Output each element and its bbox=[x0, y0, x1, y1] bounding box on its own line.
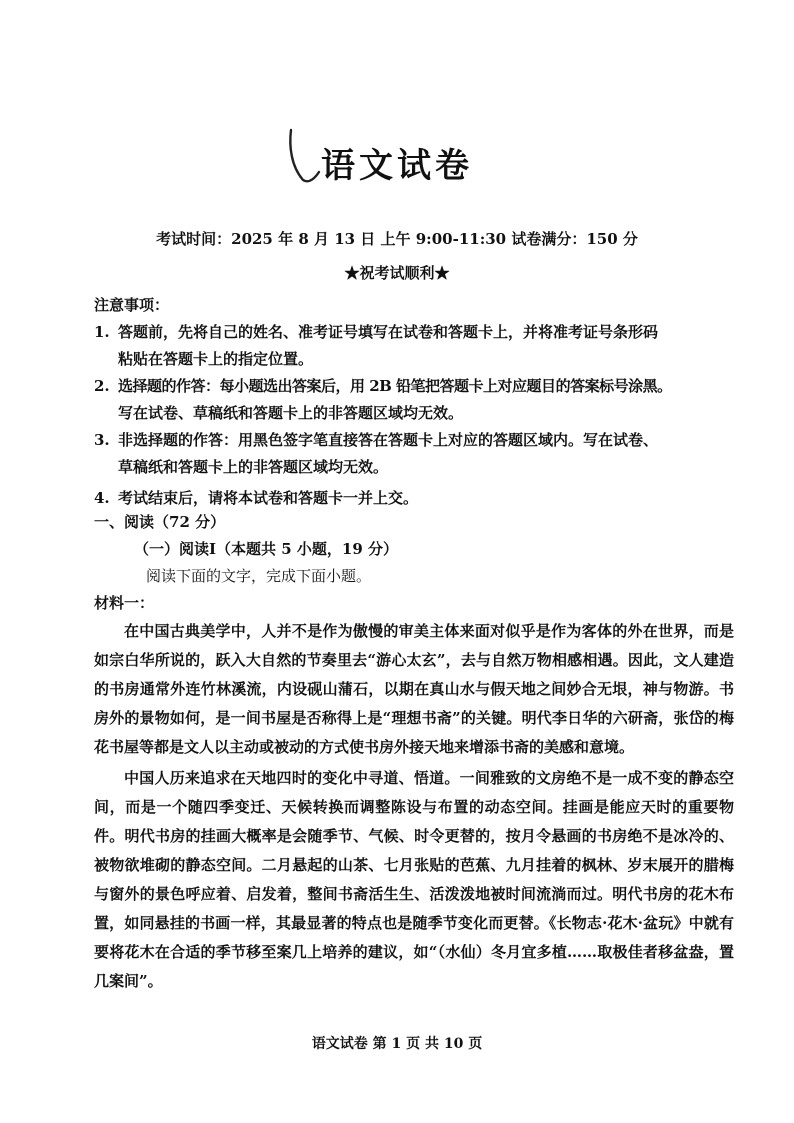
reading-instruction: 阅读下面的文字，完成下面小题。 bbox=[146, 567, 372, 585]
notice-section bbox=[94, 292, 734, 512]
notice-item bbox=[94, 427, 734, 481]
section-heading: 一、阅读（72 分） bbox=[94, 513, 226, 531]
notice-item-line: 答题前，先将自己的姓名、准考证号填写在试卷和答题卡上，并将准考证号条形码 bbox=[118, 323, 659, 341]
notice-item bbox=[94, 485, 734, 512]
notice-item bbox=[94, 319, 734, 373]
page-footer: 语文试卷 第 1 页 共 10 页 bbox=[311, 1036, 483, 1052]
notice-heading: 注意事项： bbox=[94, 296, 170, 314]
material-paragraph: 在中国古典美学中，人并不是作为傲慢的审美主体来面对似乎是作为客体的外在世界，而是如宗白华所说的，跃入大自然的节奏里去“游心太玄”，去与自然万物相感相遇。因此，文人建造的书房通常外连竹林溪流，内设砚山蒲石，以期在真山水与假天地之间妙合无垠，神与物游。书房外的景物如何，是一间书屋是否称得上是“理想书斋”的关键。明代李日华的六研斋，张岱的梅花书屋等都是文人以主动或被动的方式使书房外接天地来增添书斋的美感和意境。 bbox=[94, 622, 734, 756]
reading-section bbox=[94, 509, 734, 996]
material-paragraph: 中国人历来追求在天地四时的变化中寻道、悟道。一间雅致的文房绝不是一成不变的静态空间，而是一个随四季变迁、天候转换而调整陈设与布置的动态空间。挂画是能应天时的重要物件。明代书房的挂画大概率是会随季节、气候、时令更替的，按月令悬画的书房绝不是冰冷的、被物欲堆砌的静态空间。二月悬起的山茶、七月张贴的芭蕉、九月挂着的枫林、岁末展开的腊梅与窗外的景色呼应着、启发着，整间书斋活生生、活泼泼地被时间流淌而过。明代书房的花木布置，如同悬挂的书画一样，其最显著的特点也是随季节变化而更替。《长物志·花木·盆玩》中就有要将花木在合适的季节移至案几上培养的建议，如“（水仙）冬月宜多植……取极佳者移盆盎，置几案间”。 bbox=[94, 769, 734, 990]
exam-info: 考试时间：2025 年 8 月 13 日 上午 9:00-11:30 试卷满分：150 分 bbox=[156, 230, 638, 248]
notice-item-continuation: 写在试卷、草稿纸和答题卡上的非答题区域均无效。 bbox=[118, 404, 464, 422]
notice-item-line: 选择题的作答：每小题选出答案后，用 2B 铅笔把答题卡上对应题目的答案标号涂黑。 bbox=[118, 377, 672, 395]
notice-item-number: 1. bbox=[94, 323, 110, 341]
notice-item-continuation: 粘贴在答题卡上的指定位置。 bbox=[118, 350, 314, 368]
notice-item-continuation: 草稿纸和答题卡上的非答题区域均无效。 bbox=[118, 458, 389, 476]
notice-item-line: 非选择题的作答：用黑色签字笔直接答在答题卡上对应的答题区域内。写在试卷、 bbox=[118, 431, 659, 449]
notice-item bbox=[94, 373, 734, 427]
notice-item-number: 3. bbox=[94, 431, 110, 449]
notice-item-number: 2. bbox=[94, 377, 110, 395]
notice-item-line: 考试结束后，请将本试卷和答题卡一并上交。 bbox=[118, 489, 419, 507]
notice-item-number: 4. bbox=[94, 489, 110, 507]
material-label: 材料一： bbox=[94, 594, 155, 612]
good-luck-line: ★祝考试顺利★ bbox=[344, 264, 450, 282]
page-title: 语文试卷 bbox=[321, 146, 473, 186]
subsection-heading: （一）阅读Ⅰ（本题共 5 小题，19 分） bbox=[134, 540, 398, 558]
